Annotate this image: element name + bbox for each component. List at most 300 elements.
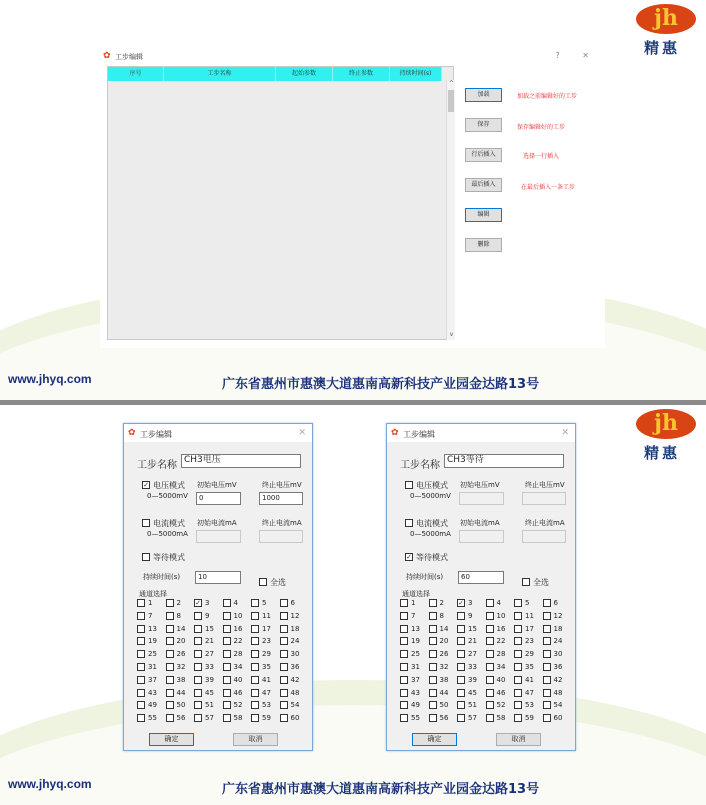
current-mode-start-label: 初始电流mA (460, 519, 500, 527)
channel-checkbox[interactable] (251, 714, 259, 722)
channel-checkbox[interactable] (251, 599, 259, 607)
channel-checkbox[interactable] (166, 637, 174, 645)
channel-34[interactable] (486, 662, 512, 672)
channel-47[interactable] (251, 688, 277, 698)
channel-29[interactable] (251, 649, 277, 659)
channel-11[interactable] (251, 611, 277, 621)
channel-42[interactable] (280, 675, 306, 685)
channel-checkbox[interactable] (514, 663, 522, 671)
channel-23[interactable] (514, 636, 540, 646)
channel-59[interactable] (251, 713, 277, 723)
channel-checkbox[interactable] (194, 689, 202, 697)
channel-30[interactable] (543, 649, 569, 659)
channel-15[interactable] (194, 624, 220, 634)
channel-44[interactable] (429, 688, 455, 698)
channel-checkbox[interactable] (166, 625, 174, 633)
channel-25[interactable] (400, 649, 426, 659)
channel-53[interactable] (251, 700, 277, 710)
channel-checkbox[interactable] (166, 599, 174, 607)
cancel-button[interactable]: 取消 (233, 733, 278, 746)
channel-checkbox[interactable] (429, 701, 437, 709)
channel-5[interactable] (251, 598, 277, 608)
channel-number: 40 (496, 675, 506, 684)
step-name-label: 工步名称 (137, 460, 177, 471)
col-end-header[interactable]: 终止参数 (333, 67, 390, 81)
channel-51[interactable] (194, 700, 220, 710)
channel-52[interactable] (486, 700, 512, 710)
channel-checkbox[interactable] (486, 599, 494, 607)
channel-checkbox[interactable] (429, 689, 437, 697)
channel-checkbox[interactable] (280, 663, 288, 671)
channel-checkbox[interactable] (280, 637, 288, 645)
channel-20[interactable] (166, 636, 192, 646)
channel-4[interactable] (223, 598, 249, 608)
channel-number: 20 (176, 637, 186, 646)
channel-checkbox[interactable] (429, 599, 437, 607)
load-button[interactable]: 加载 (465, 88, 502, 102)
scroll-up-icon[interactable]: ^ (448, 80, 455, 87)
channel-3[interactable] (194, 598, 220, 608)
channel-37[interactable] (137, 675, 163, 685)
channel-checkbox[interactable] (514, 689, 522, 697)
channel-26[interactable] (166, 649, 192, 659)
channel-checkbox[interactable] (280, 599, 288, 607)
channel-number: 35 (525, 663, 534, 671)
channel-43[interactable] (137, 688, 163, 698)
channel-56[interactable] (166, 713, 192, 723)
channel-45[interactable] (194, 688, 220, 698)
channel-checkbox[interactable] (251, 663, 259, 671)
channel-25[interactable] (137, 649, 163, 659)
channel-checkbox[interactable] (280, 650, 288, 658)
channel-checkbox[interactable] (280, 689, 288, 697)
channel-checkbox[interactable] (486, 625, 494, 633)
col-start-header[interactable]: 起始参数 (276, 67, 333, 81)
channel-checkbox[interactable] (457, 689, 465, 697)
channel-checkbox[interactable] (137, 676, 145, 684)
close-icon[interactable]: ✕ (561, 428, 569, 438)
close-icon[interactable]: ✕ (298, 428, 306, 438)
channel-33[interactable] (194, 662, 220, 672)
channel-checkbox[interactable] (166, 650, 174, 658)
channel-56[interactable] (429, 713, 455, 723)
channel-34[interactable] (223, 662, 249, 672)
channel-checkbox[interactable] (543, 650, 551, 658)
channel-1[interactable] (137, 598, 163, 608)
channel-24[interactable] (280, 636, 306, 646)
channel-checkbox[interactable] (137, 637, 145, 645)
channel-checkbox[interactable] (194, 650, 202, 658)
channel-10[interactable] (486, 611, 512, 621)
channel-16[interactable] (223, 624, 249, 634)
channel-52[interactable] (223, 700, 249, 710)
channel-3[interactable] (457, 598, 483, 608)
step-name-input[interactable]: CH3电压 (181, 454, 301, 468)
channel-29[interactable] (514, 649, 540, 659)
channel-7[interactable] (137, 611, 163, 621)
channel-checkbox[interactable] (543, 599, 551, 607)
annotation-insert-after: 选择一行插入 (523, 153, 560, 160)
ok-button[interactable]: 确定 (149, 733, 194, 746)
website-url[interactable]: www.jhyq.com (8, 777, 92, 791)
channel-checkbox[interactable] (223, 625, 231, 633)
channel-checkbox[interactable] (166, 663, 174, 671)
channel-32[interactable] (166, 662, 192, 672)
channel-checkbox[interactable] (223, 637, 231, 645)
channel-21[interactable] (194, 636, 220, 646)
channel-27[interactable] (194, 649, 220, 659)
channel-checkbox[interactable] (223, 689, 231, 697)
channel-checkbox[interactable] (543, 637, 551, 645)
channel-22[interactable] (223, 636, 249, 646)
channel-checkbox[interactable] (280, 612, 288, 620)
channel-45[interactable] (457, 688, 483, 698)
channel-checkbox[interactable] (543, 625, 551, 633)
channel-40[interactable] (486, 675, 512, 685)
channel-checkbox[interactable] (137, 714, 145, 722)
channel-number: 12 (290, 611, 300, 620)
channel-checkbox[interactable] (457, 650, 465, 658)
channel-checkbox[interactable] (543, 676, 551, 684)
select-all-checkbox[interactable] (259, 578, 267, 586)
channel-9[interactable] (457, 611, 483, 621)
channel-checkbox[interactable] (223, 663, 231, 671)
channel-checkbox[interactable] (514, 650, 522, 658)
channel-48[interactable] (543, 688, 569, 698)
channel-1[interactable] (400, 598, 426, 608)
channel-checkbox[interactable] (486, 612, 494, 620)
step-table[interactable] (107, 66, 454, 340)
channel-checkbox[interactable] (486, 650, 494, 658)
channel-checkbox[interactable] (457, 637, 465, 645)
channel-37[interactable] (400, 675, 426, 685)
channel-9[interactable] (194, 611, 220, 621)
channel-checkbox[interactable] (429, 714, 437, 722)
channel-15[interactable] (457, 624, 483, 634)
wait-mode-checkbox[interactable]: ✓ (406, 553, 412, 561)
channel-checkbox[interactable] (251, 689, 259, 697)
channel-48[interactable] (280, 688, 306, 698)
channel-36[interactable] (280, 662, 306, 672)
channel-checkbox[interactable] (457, 663, 465, 671)
step-name-input[interactable]: CH3等待 (444, 454, 564, 468)
channel-checkbox[interactable] (457, 701, 465, 709)
select-all-label: 全选 (533, 578, 549, 587)
channel-11[interactable] (514, 611, 540, 621)
channel-19[interactable] (137, 636, 163, 646)
channel-22[interactable] (486, 636, 512, 646)
channel-checkbox[interactable] (280, 701, 288, 709)
channel-60[interactable] (280, 713, 306, 723)
channel-checkbox[interactable] (429, 676, 437, 684)
channel-checkbox[interactable] (400, 701, 408, 709)
channel-checkbox[interactable] (486, 689, 494, 697)
channel-checkbox[interactable] (251, 625, 259, 633)
channel-32[interactable] (429, 662, 455, 672)
channel-checkbox[interactable] (166, 676, 174, 684)
channel-12[interactable] (280, 611, 306, 621)
channel-checkbox[interactable] (514, 714, 522, 722)
channel-checkbox[interactable] (223, 701, 231, 709)
channel-31[interactable] (400, 662, 426, 672)
channel-18[interactable] (280, 624, 306, 634)
channel-checkbox[interactable] (194, 663, 202, 671)
channel-checkbox[interactable] (400, 637, 408, 645)
channel-checkbox[interactable] (486, 676, 494, 684)
channel-44[interactable] (166, 688, 192, 698)
channel-checkbox[interactable] (486, 714, 494, 722)
channel-checkbox[interactable] (194, 714, 202, 722)
table-scrollbar[interactable] (446, 80, 455, 340)
channel-24[interactable] (543, 636, 569, 646)
channel-number: 28 (233, 650, 243, 659)
channel-checkbox[interactable] (457, 714, 465, 722)
channel-42[interactable] (543, 675, 569, 685)
col-index-header[interactable]: 序号 (108, 67, 164, 81)
channel-43[interactable] (400, 688, 426, 698)
scroll-down-icon[interactable]: v (449, 331, 454, 338)
channel-23[interactable] (251, 636, 277, 646)
channel-31[interactable] (137, 662, 163, 672)
channel-38[interactable] (166, 675, 192, 685)
channel-checkbox[interactable] (457, 676, 465, 684)
wait-mode-checkbox[interactable] (142, 553, 150, 561)
channel-checkbox[interactable] (251, 637, 259, 645)
channel-checkbox[interactable] (429, 650, 437, 658)
channel-5[interactable] (514, 598, 540, 608)
channel-6[interactable] (543, 598, 569, 608)
voltage-mode-checkbox[interactable] (405, 481, 413, 489)
channel-checkbox[interactable] (137, 599, 145, 607)
channel-checkbox[interactable] (166, 714, 174, 722)
channel-checkbox[interactable] (280, 676, 288, 684)
delete-button[interactable]: 删除 (465, 238, 502, 252)
channel-checkbox[interactable] (400, 689, 408, 697)
channel-53[interactable] (514, 700, 540, 710)
current-mode-checkbox[interactable] (405, 519, 413, 527)
website-url[interactable]: www.jhyq.com (8, 372, 92, 386)
cancel-button[interactable]: 取消 (496, 733, 541, 746)
ok-button[interactable]: 确定 (412, 733, 457, 746)
channel-checkbox[interactable] (194, 625, 202, 633)
channel-checkbox[interactable] (514, 676, 522, 684)
duration-input[interactable]: 10 (195, 571, 241, 584)
channel-checkbox[interactable] (194, 701, 202, 709)
voltage-mode-end-input[interactable]: 1000 (259, 492, 303, 505)
channel-checkbox[interactable] (514, 701, 522, 709)
channel-checkbox[interactable] (400, 599, 408, 607)
channel-checkbox[interactable] (543, 701, 551, 709)
col-name-header[interactable]: 工步名称 (164, 67, 276, 81)
channel-checkbox[interactable] (251, 701, 259, 709)
channel-number: 27 (205, 650, 214, 659)
channel-checkbox[interactable] (543, 689, 551, 697)
channel-checkbox[interactable] (194, 676, 202, 684)
channel-18[interactable] (543, 624, 569, 634)
channel-59[interactable] (514, 713, 540, 723)
channel-10[interactable] (223, 611, 249, 621)
channel-checkbox[interactable] (400, 612, 408, 620)
channel-28[interactable] (486, 649, 512, 659)
channel-55[interactable] (137, 713, 163, 723)
channel-6[interactable] (280, 598, 306, 608)
channel-checkbox[interactable] (400, 714, 408, 722)
voltage-mode-start-input[interactable]: 0 (196, 492, 241, 505)
channel-checkbox[interactable] (457, 612, 465, 620)
channel-55[interactable] (400, 713, 426, 723)
channel-checkbox[interactable] (223, 650, 231, 658)
channel-40[interactable] (223, 675, 249, 685)
channel-39[interactable] (457, 675, 483, 685)
channel-20[interactable] (429, 636, 455, 646)
channel-checkbox[interactable] (280, 625, 288, 633)
channel-checkbox[interactable] (251, 676, 259, 684)
channel-50[interactable] (166, 700, 192, 710)
channel-57[interactable] (194, 713, 220, 723)
channel-21[interactable] (457, 636, 483, 646)
channel-47[interactable] (514, 688, 540, 698)
channel-checkbox[interactable] (429, 612, 437, 620)
voltage-mode-checkbox[interactable]: ✓ (143, 481, 149, 489)
channel-41[interactable] (251, 675, 277, 685)
channel-checkbox[interactable] (137, 612, 145, 620)
channel-54[interactable] (543, 700, 569, 710)
channel-35[interactable] (514, 662, 540, 672)
channel-checkbox[interactable] (400, 663, 408, 671)
channel-checkbox[interactable] (514, 612, 522, 620)
channel-13[interactable] (137, 624, 163, 634)
channel-checkbox[interactable] (166, 612, 174, 620)
channel-4[interactable] (486, 598, 512, 608)
channel-36[interactable] (543, 662, 569, 672)
channel-60[interactable] (543, 713, 569, 723)
channel-28[interactable] (223, 649, 249, 659)
voltage-mode-start-input[interactable] (459, 492, 504, 505)
voltage-mode-range: 0—5000mV (147, 492, 188, 500)
channel-50[interactable] (429, 700, 455, 710)
channel-8[interactable] (166, 611, 192, 621)
channel-checkbox[interactable] (166, 689, 174, 697)
channel-number: 47 (262, 688, 271, 697)
channel-checkbox[interactable] (514, 625, 522, 633)
channel-16[interactable] (486, 624, 512, 634)
channel-checkbox[interactable] (223, 714, 231, 722)
channel-49[interactable] (137, 700, 163, 710)
channel-30[interactable] (280, 649, 306, 659)
channel-number: 19 (411, 637, 420, 646)
scroll-thumb[interactable] (448, 90, 454, 112)
duration-input[interactable]: 60 (458, 571, 504, 584)
channel-checkbox[interactable] (486, 701, 494, 709)
select-all-checkbox[interactable] (522, 578, 530, 586)
channel-checkbox[interactable] (543, 714, 551, 722)
window-title-buttons[interactable]: ? ✕ (555, 51, 599, 60)
channel-checkbox[interactable] (194, 612, 202, 620)
channel-number: 39 (205, 675, 214, 684)
channel-checkbox[interactable] (400, 625, 408, 633)
save-button[interactable]: 保存 (465, 118, 502, 132)
channel-58[interactable] (486, 713, 512, 723)
channel-8[interactable] (429, 611, 455, 621)
channel-checkbox[interactable] (543, 663, 551, 671)
current-mode-end-input[interactable] (259, 530, 303, 543)
channel-33[interactable] (457, 662, 483, 672)
channel-checkbox[interactable] (457, 625, 465, 633)
channel-checkbox[interactable] (223, 676, 231, 684)
channel-2[interactable] (429, 598, 455, 608)
channel-checkbox[interactable] (137, 625, 145, 633)
channel-17[interactable] (251, 624, 277, 634)
channel-39[interactable] (194, 675, 220, 685)
channel-38[interactable] (429, 675, 455, 685)
channel-checkbox[interactable] (137, 701, 145, 709)
channel-checkbox[interactable] (137, 689, 145, 697)
channel-checkbox[interactable] (543, 612, 551, 620)
channel-14[interactable] (429, 624, 455, 634)
current-mode-start-input[interactable] (459, 530, 504, 543)
channel-27[interactable] (457, 649, 483, 659)
channel-checkbox[interactable] (457, 599, 465, 607)
channel-14[interactable] (166, 624, 192, 634)
channel-checkbox[interactable] (194, 637, 202, 645)
channel-51[interactable] (457, 700, 483, 710)
channel-checkbox[interactable] (514, 637, 522, 645)
channel-58[interactable] (223, 713, 249, 723)
channel-checkbox[interactable] (166, 701, 174, 709)
channel-17[interactable] (514, 624, 540, 634)
channel-checkbox[interactable] (137, 663, 145, 671)
channel-12[interactable] (543, 611, 569, 621)
channel-checkbox[interactable] (400, 676, 408, 684)
current-mode-checkbox[interactable] (142, 519, 150, 527)
channel-checkbox[interactable] (223, 612, 231, 620)
channel-number: 49 (148, 701, 157, 710)
channel-checkbox[interactable] (137, 650, 145, 658)
channel-41[interactable] (514, 675, 540, 685)
current-mode-end-input[interactable] (522, 530, 566, 543)
channel-46[interactable] (486, 688, 512, 698)
col-duration-header[interactable]: 持续时间(s) (390, 67, 442, 81)
voltage-mode-end-input[interactable] (522, 492, 566, 505)
channel-checkbox[interactable] (429, 663, 437, 671)
channel-checkbox[interactable] (223, 599, 231, 607)
channel-checkbox[interactable] (429, 625, 437, 633)
channel-57[interactable] (457, 713, 483, 723)
channel-checkbox[interactable] (514, 599, 522, 607)
edit-button[interactable]: 编辑 (465, 208, 502, 222)
channel-checkbox[interactable] (194, 599, 202, 607)
channel-checkbox[interactable] (251, 650, 259, 658)
insert-after-button[interactable]: 行后插入 (465, 148, 502, 162)
current-mode-start-input[interactable] (196, 530, 241, 543)
channel-19[interactable] (400, 636, 426, 646)
channel-26[interactable] (429, 649, 455, 659)
channel-49[interactable] (400, 700, 426, 710)
channel-checkbox[interactable] (280, 714, 288, 722)
channel-13[interactable] (400, 624, 426, 634)
channel-35[interactable] (251, 662, 277, 672)
channel-checkbox[interactable] (429, 637, 437, 645)
insert-last-button[interactable]: 最后插入 (465, 178, 502, 192)
channel-2[interactable] (166, 598, 192, 608)
channel-checkbox[interactable] (486, 663, 494, 671)
channel-46[interactable] (223, 688, 249, 698)
channel-54[interactable] (280, 700, 306, 710)
channel-checkbox[interactable] (400, 650, 408, 658)
channel-checkbox[interactable] (486, 637, 494, 645)
channel-checkbox[interactable] (251, 612, 259, 620)
channel-7[interactable] (400, 611, 426, 621)
